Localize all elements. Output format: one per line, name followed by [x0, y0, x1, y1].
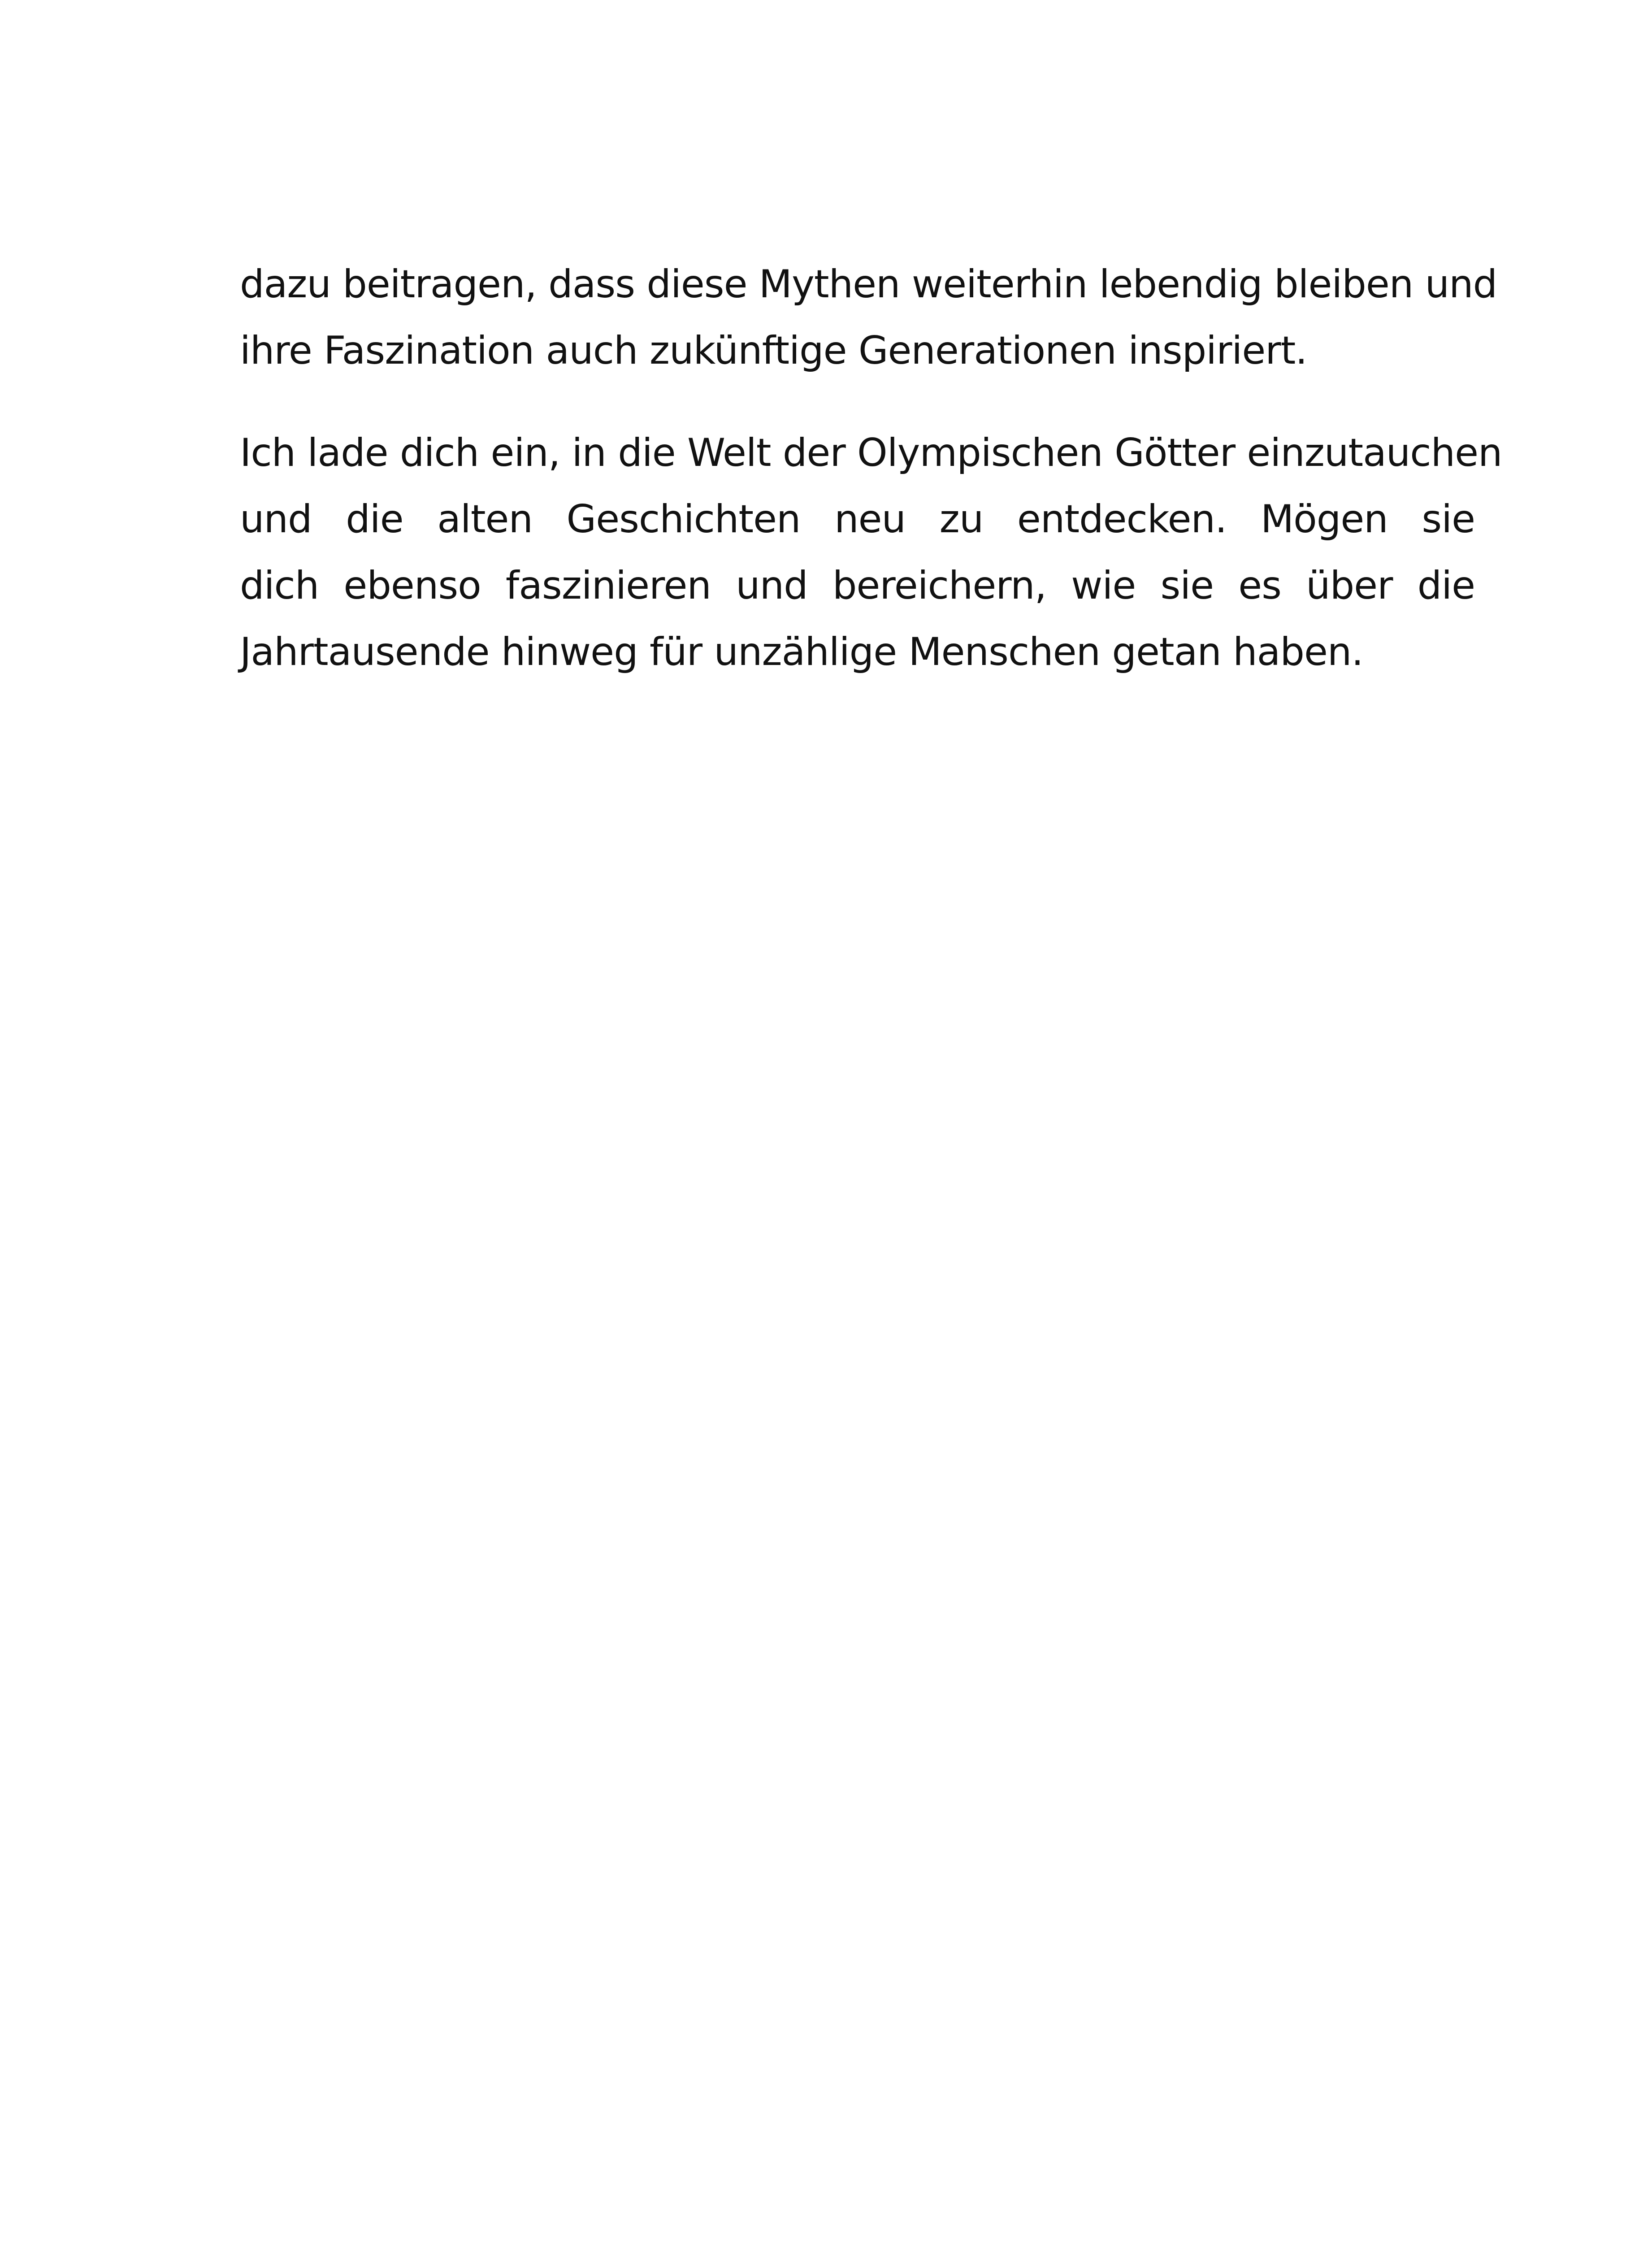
paragraph-2 — [240, 420, 1502, 685]
paragraph-gap — [240, 384, 1475, 420]
text-line: Jahrtausende hinweg für unzählige Menschen getan haben. — [240, 630, 1363, 674]
text-line: dich ebenso faszinieren und bereichern, wie sie es über die — [240, 563, 1475, 608]
text-line: ihre Faszination auch zukünftige Generationen inspiriert. — [240, 328, 1307, 373]
text-line: dazu beitragen, dass diese Mythen weiterhin lebendig bleiben und — [240, 262, 1497, 307]
paragraph-1 — [240, 251, 1497, 384]
text-line: Ich lade dich ein, in die Welt der Olympischen Götter einzutauchen — [240, 430, 1502, 475]
text-line: und die alten Geschichten neu zu entdecken. Mögen sie — [240, 497, 1475, 542]
body-text — [240, 251, 1502, 685]
